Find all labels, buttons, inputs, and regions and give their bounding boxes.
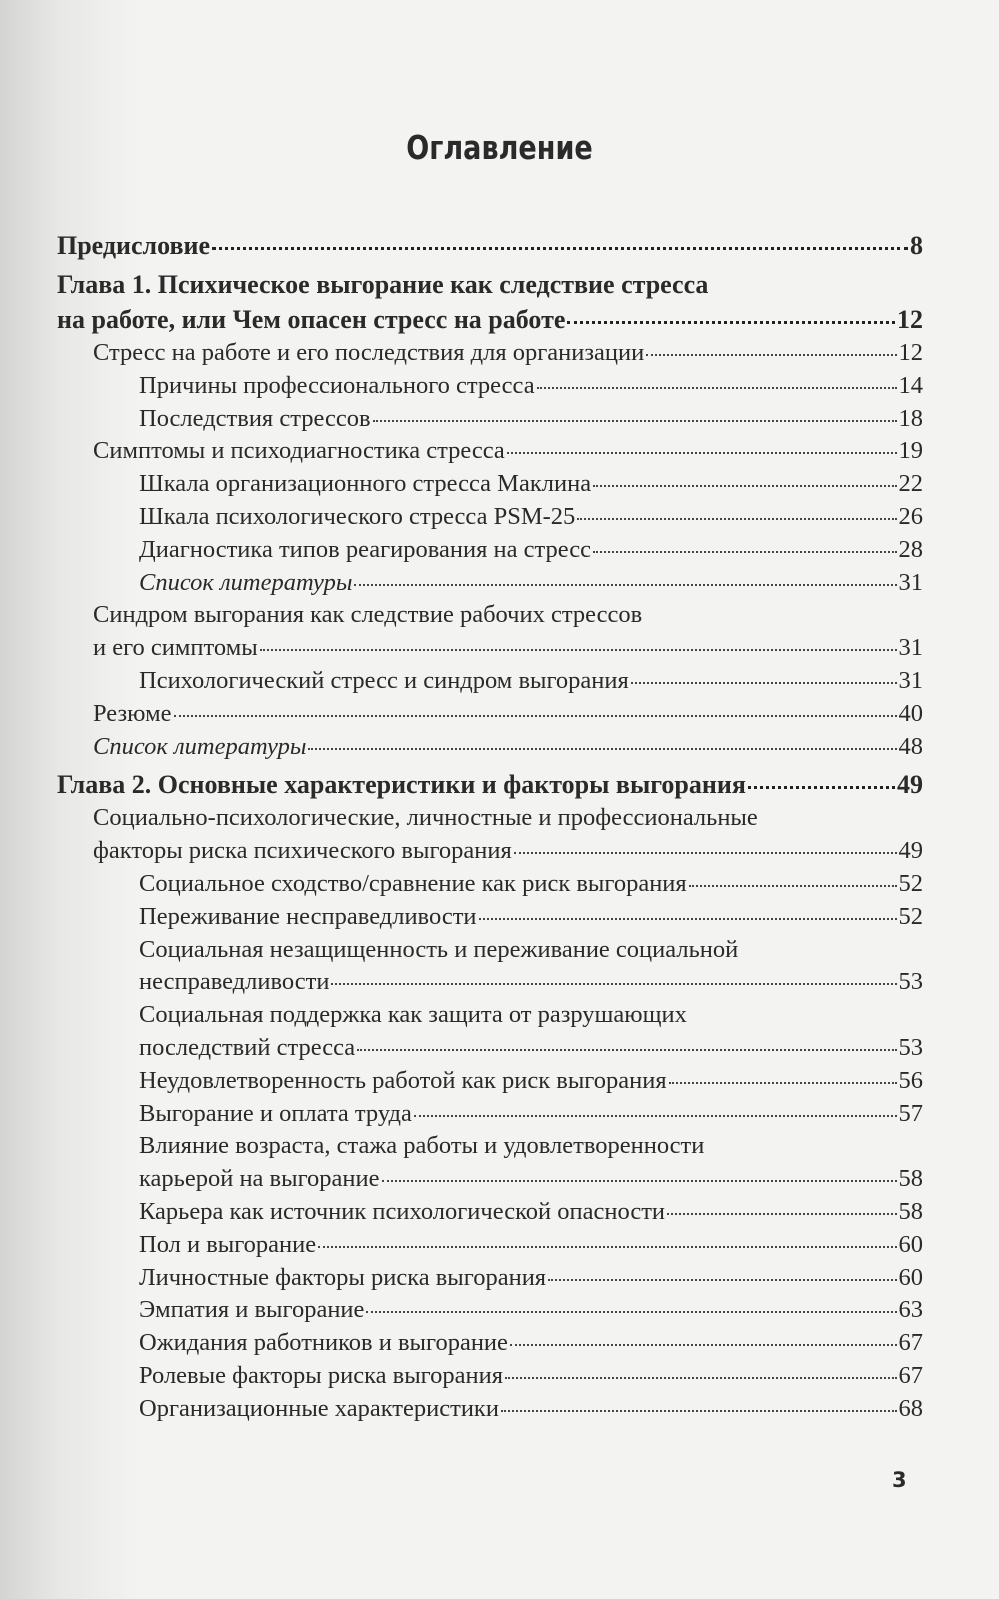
dot-leader [507,452,897,454]
dot-leader [748,786,895,789]
toc-subsection [57,1327,923,1360]
toc-entry-text: Переживание несправедливости [139,902,477,930]
toc-entry-page: 53 [898,968,923,996]
toc-entry-text: карьерой на выгорание [139,1165,380,1193]
dot-leader [479,918,897,920]
toc-section [57,698,923,731]
toc-entry-text: факторы риска психического выгорания [93,837,512,865]
toc-entry-page: 60 [898,1263,923,1291]
toc-entry-page: 28 [898,535,923,563]
toc-subsection-title: Социальная незащищенность и переживание социальной [139,935,739,963]
toc-entry-text: несправедливости [139,968,330,996]
dot-leader [537,387,897,389]
toc-subsection [57,501,923,534]
toc-subsection [57,1065,923,1098]
toc-entry-text: Карьера как источник психологической опасности [139,1197,666,1225]
toc-entry-text: Последствия стрессов [139,404,371,432]
dot-leader [667,1213,896,1215]
toc-entry-page: 49 [897,770,923,800]
toc-entry-page: 63 [898,1296,923,1324]
toc-section [57,435,923,468]
dot-leader [260,649,897,651]
page-title: Оглавление [406,128,593,167]
dot-leader [174,715,897,717]
toc-entry-page: 52 [898,869,923,897]
toc-entry-page: 48 [898,732,923,760]
toc-chapter-1-title: Глава 1. Психическое выгорание как следствие стресса [57,270,709,299]
dot-leader [382,1180,897,1182]
toc-section [57,337,923,370]
toc-entry-text: Список литературы [139,568,353,596]
toc-entry-text: и его симптомы [93,634,258,662]
toc-entry-page: 26 [898,502,923,530]
dot-leader [308,748,896,750]
dot-leader [212,247,908,250]
dot-leader [646,354,896,356]
toc-subsection [57,1262,923,1295]
toc-entry-text: Ожидания работников и выгорание [139,1329,508,1357]
dot-leader [593,485,896,487]
toc-entry-text: на работе, или Чем опасен стресс на работе [57,305,566,334]
toc-entry-page: 49 [898,837,923,865]
toc-entry-page: 52 [898,902,923,930]
dot-leader [548,1279,896,1281]
toc-entry-page: 12 [898,339,923,366]
toc-entry-page: 31 [898,568,923,596]
toc-entry-text: Личностные факторы риска выгорания [139,1263,547,1291]
toc-entry-page: 60 [898,1230,923,1258]
dot-leader [567,321,895,324]
toc-entry-page: 57 [898,1099,923,1127]
toc-subsection [57,868,923,901]
toc-entry-text: Выгорание и оплата труда [139,1099,412,1127]
toc-section [57,835,923,868]
toc-entry-page: 22 [898,470,923,498]
dot-leader [669,1082,897,1084]
toc-subsection [57,1229,923,1262]
toc-subsection-title: Влияние возраста, стажа работы и удовлетворенности [139,1132,705,1160]
toc-subsection [57,665,923,698]
toc-entry-page: 31 [898,666,923,694]
dot-leader [501,1410,897,1412]
dot-leader [505,1377,897,1379]
table-of-contents [57,228,923,1426]
toc-subsection [57,966,923,999]
toc-section-references [57,731,923,764]
toc-entry-text: Шкала организационного стресса Маклина [139,470,592,498]
toc-entry-text: Психологический стресс и синдром выгорания [139,666,629,694]
toc-subsection [57,1393,923,1426]
toc-subsection [57,1032,923,1065]
toc-entry-page: 68 [898,1394,923,1422]
toc-entry-page: 67 [898,1329,923,1357]
toc-section-title: Синдром выгорания как следствие рабочих стрессов [93,601,643,629]
dot-leader [331,983,896,985]
toc-entry-page: 31 [898,634,923,662]
toc-entry-text: Организационные характеристики [139,1394,499,1422]
toc-entry-page: 58 [898,1165,923,1193]
dot-leader [631,682,897,684]
toc-entry-text: Симптомы и психодиагностика стресса [93,437,505,465]
dot-leader [318,1246,896,1248]
dot-leader [357,1049,896,1051]
toc-subsection [57,1360,923,1393]
toc-entry-text: Социальное сходство/сравнение как риск выгорания [139,869,687,897]
toc-entry-text: Ролевые факторы риска выгорания [139,1361,503,1389]
toc-entry-text: Диагностика типов реагирования на стресс [139,535,591,563]
toc-chapter-1 [57,302,923,337]
toc-section-title: Социально-психологические, личностные и профессиональные [93,804,758,832]
toc-subsection [57,1098,923,1131]
toc-subsection [57,403,923,436]
dot-leader [577,518,896,520]
toc-entry-text: Шкала психологического стресса PSM-25 [139,502,576,530]
toc-entry-text: Пол и выгорание [139,1230,317,1258]
toc-subsection [57,534,923,567]
dot-leader [514,852,897,854]
toc-entry-text: Неудовлетворенность работой как риск выгорания [139,1066,667,1094]
toc-entry-text: Эмпатия и выгорание [139,1296,365,1324]
page-number: 3 [892,1468,907,1492]
toc-subsection [57,1196,923,1229]
toc-entry-text: Глава 2. Основные характеристики и факторы выгорания [57,770,746,800]
toc-entry-page: 18 [898,404,923,432]
toc-entry-page: 40 [898,699,923,727]
toc-section [57,632,923,665]
toc-entry-text: последствий стресса [139,1033,356,1061]
toc-entry-preface [57,228,923,263]
dot-leader [366,1311,896,1313]
toc-entry-page: 67 [898,1361,923,1389]
toc-entry-page: 56 [898,1066,923,1094]
toc-subsection [57,1163,923,1196]
toc-entry-page: 58 [898,1197,923,1225]
toc-entry-page: 14 [898,371,923,399]
toc-entry-page: 19 [898,437,923,465]
toc-entry-page: 8 [910,231,923,260]
toc-subsection [57,370,923,403]
toc-entry-text: Список литературы [93,732,307,760]
toc-entry-text: Резюме [93,699,172,727]
toc-entry-text: Предисловие [57,231,211,260]
toc-subsection [57,901,923,934]
dot-leader [373,420,897,422]
toc-entry-page: 12 [897,305,923,334]
dot-leader [510,1344,897,1346]
dot-leader [414,1115,897,1117]
toc-subsection [57,1294,923,1327]
dot-leader [593,551,897,553]
toc-subsection-title: Социальная поддержка как защита от разрушающих [139,1001,687,1029]
toc-entry-text: Причины профессионального стресса [139,371,535,399]
toc-entry-page: 53 [898,1033,923,1061]
toc-entry-text: Стресс на работе и его последствия для организации [93,339,645,366]
toc-subsection [57,468,923,501]
dot-leader [354,584,896,586]
toc-subsection-references [57,567,923,600]
toc-chapter-2 [57,767,923,802]
dot-leader [689,885,897,887]
